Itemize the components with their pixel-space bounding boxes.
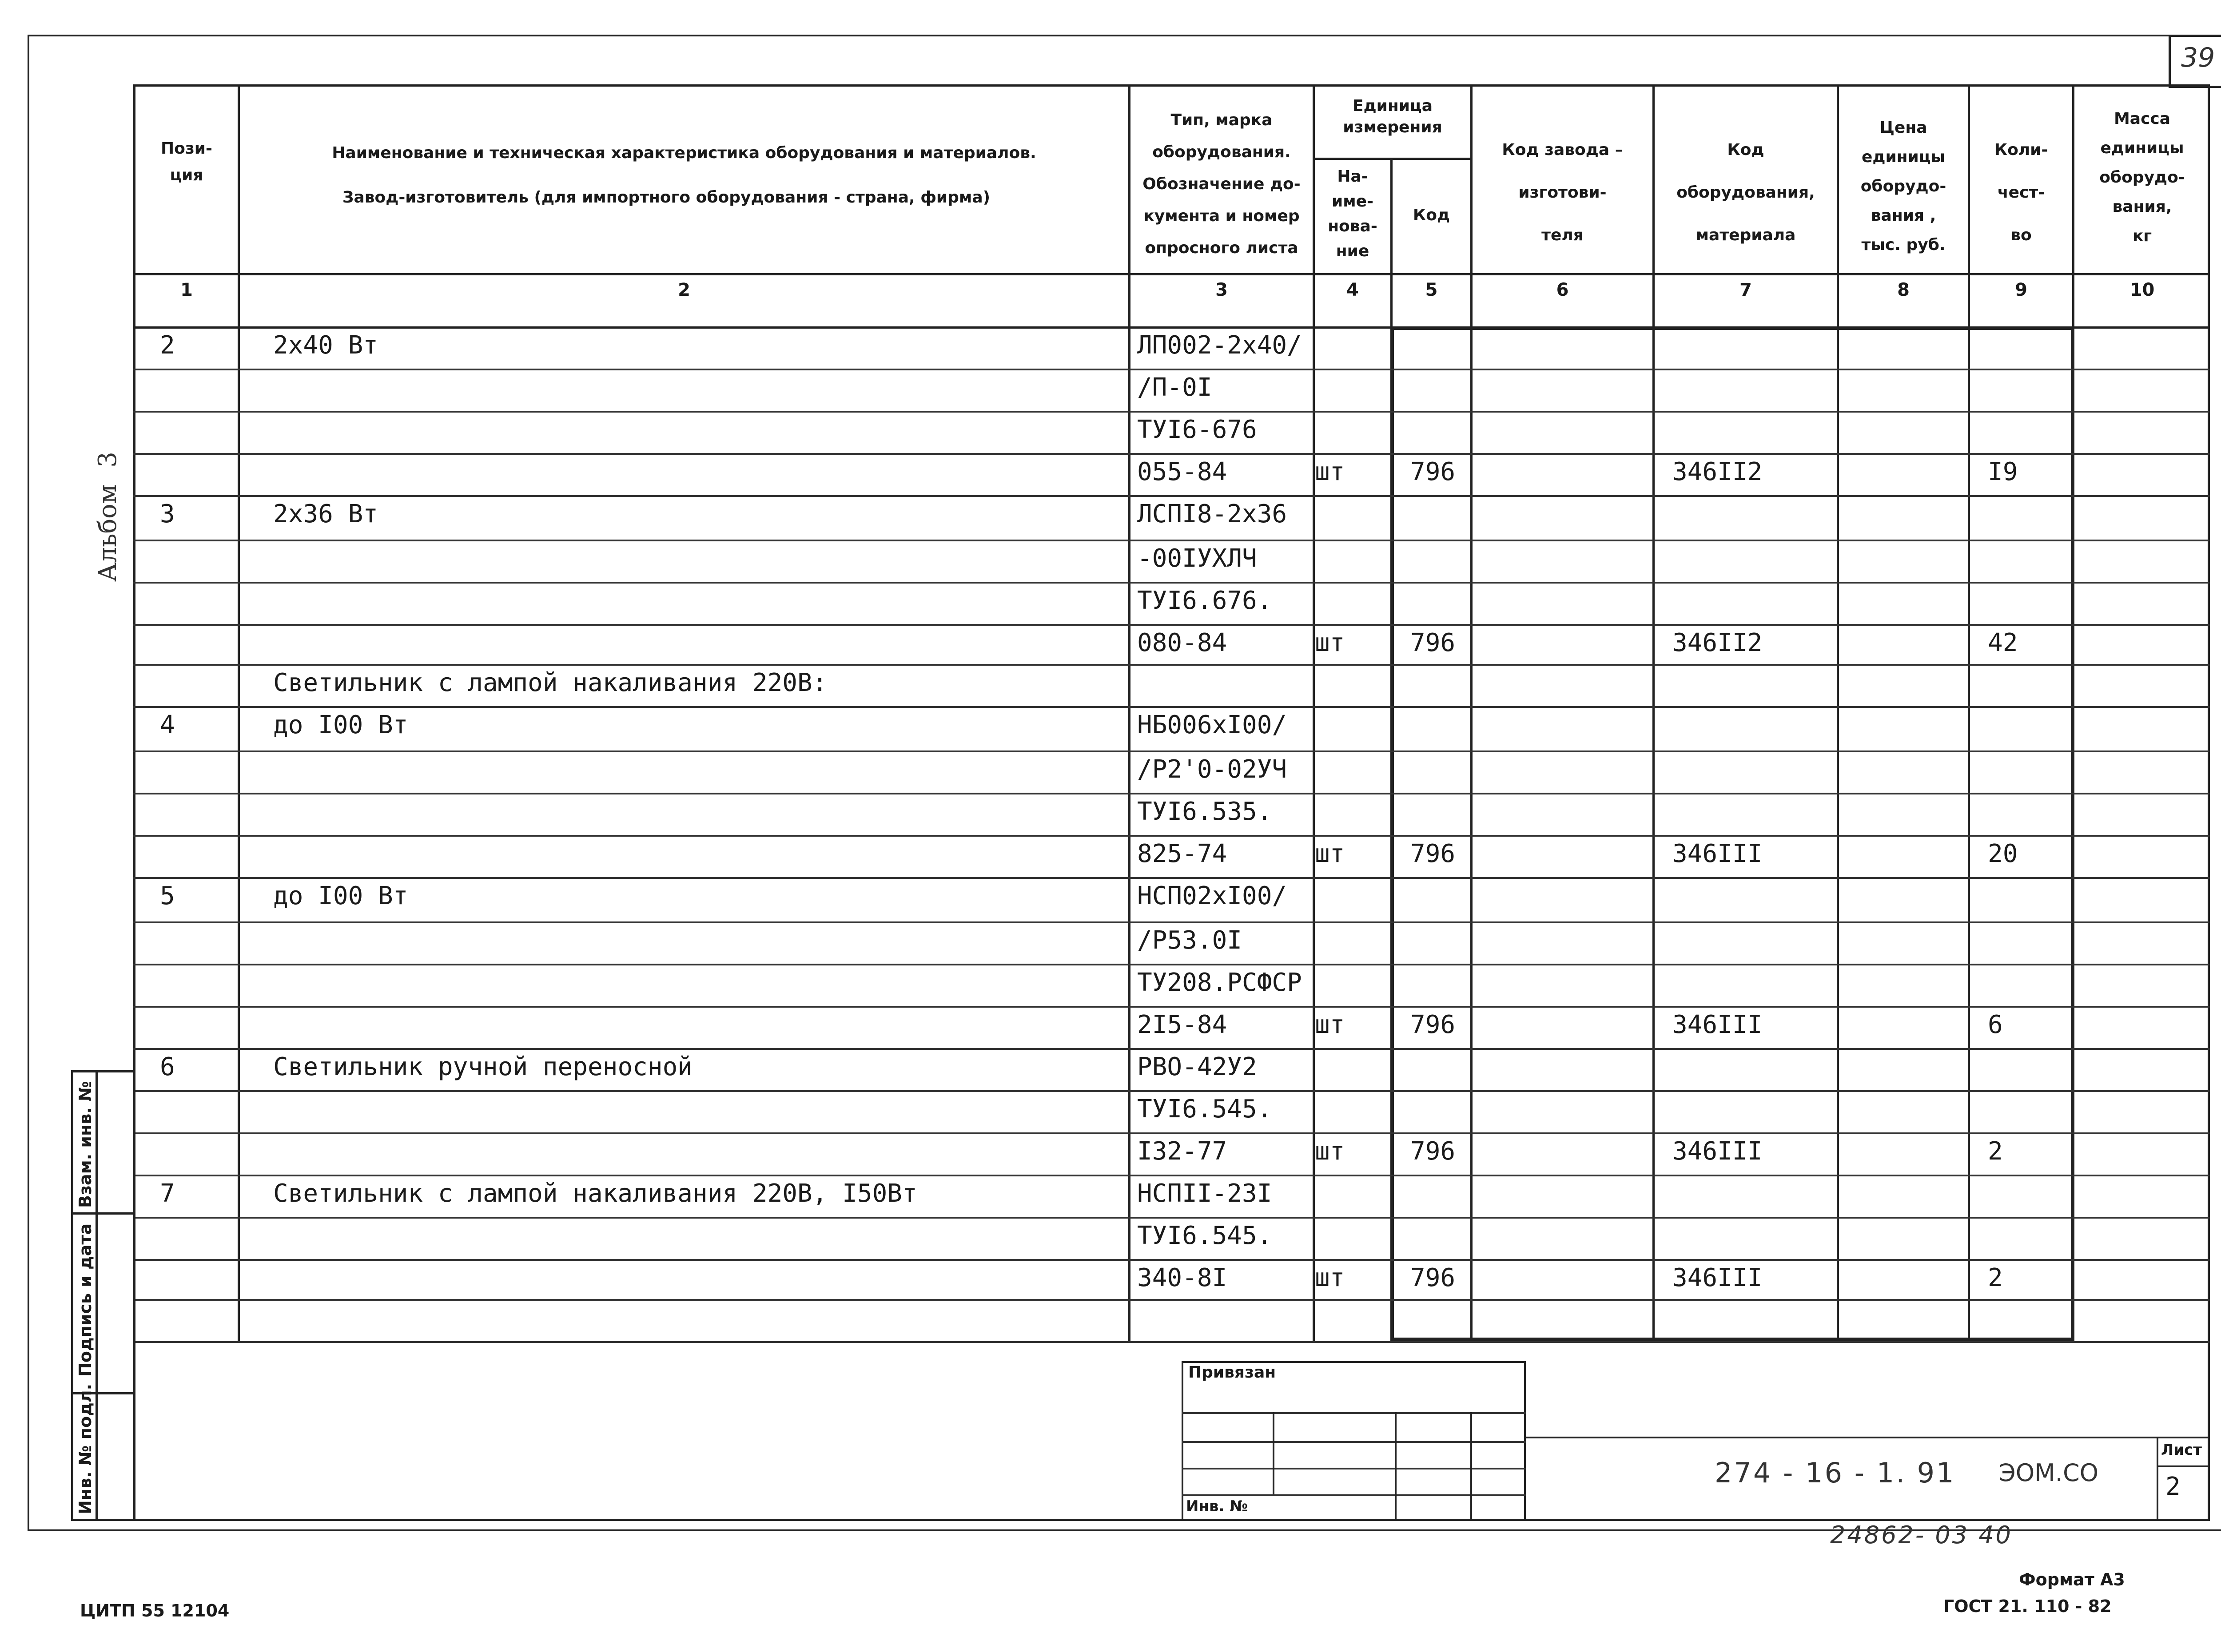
header-unit (1315, 95, 1470, 138)
table-cell-name: 2х40 Вт (273, 331, 378, 360)
table-row-line (133, 624, 2210, 626)
side-stamp-divider (96, 1070, 98, 1521)
gost-label: ГОСТ 21. 110 - 82 (1943, 1596, 2112, 1616)
sheet-number: 2 (2165, 1472, 2181, 1501)
table-cell-name: до I00 Вт (273, 882, 408, 910)
table-cell-qty: 2 (1988, 1137, 2003, 1166)
header-line: кг (2132, 227, 2152, 245)
table-cell-type: ТУI6-676 (1137, 415, 1257, 444)
header-line: нова- (1328, 217, 1377, 235)
privyazan-col-2 (1395, 1412, 1397, 1521)
header-line: Тип, марка (1170, 111, 1273, 129)
header-line: изготови- (1518, 183, 1607, 202)
header-line: вания , (1871, 206, 1936, 225)
table-cell-name: Светильник с лампой накаливания 220В: (273, 668, 828, 697)
col-line-1 (238, 84, 240, 1341)
privyazan-line-4 (1182, 1494, 1526, 1496)
table-cell-equip: 346III (1672, 1137, 1763, 1166)
privyazan-col-3 (1470, 1412, 1472, 1521)
album-number: 3 (93, 452, 122, 468)
header-line: оборудо- (2099, 168, 2185, 187)
header-line: единицы (2100, 139, 2184, 157)
header-quantity (1970, 129, 2072, 257)
table-row-line (133, 664, 2210, 666)
column-number-8: 8 (1897, 280, 1910, 300)
table-cell-name: Светильник ручной переносной (273, 1052, 693, 1081)
table-cell-equip: 346III (1672, 1010, 1763, 1039)
table-row-line (133, 921, 2210, 923)
privyazan-col-1 (1273, 1412, 1274, 1494)
header-line: оборудо- (1860, 177, 1946, 195)
table-row-line (133, 751, 2210, 752)
table-row-line (133, 1090, 2210, 1092)
side-stamp-row1 (71, 1212, 135, 1215)
header-line: Масса (2114, 110, 2171, 128)
header-line: вания, (2112, 198, 2172, 216)
table-row-line (133, 1048, 2210, 1050)
table-cell-type: ТУI6.545. (1137, 1221, 1272, 1250)
table-cell-type: 825-74 (1137, 839, 1227, 868)
table-cell-qty: 20 (1988, 839, 2018, 868)
header-line: Единица (1353, 97, 1433, 115)
header-line: Код завода – (1502, 141, 1623, 159)
col-line-2 (1128, 84, 1130, 1341)
table-cell-qty: 42 (1988, 628, 2018, 657)
header-line: измерения (1343, 118, 1442, 136)
table-row-line (133, 453, 2210, 455)
table-row-line (133, 835, 2210, 837)
header-line: Коли- (1994, 141, 2048, 159)
header-equip-code (1655, 129, 1837, 257)
table-cell-qty: 2 (1988, 1263, 2003, 1292)
header-line: кумента и номер (1143, 207, 1300, 225)
table-cell-type: НСПII-23I (1137, 1179, 1272, 1208)
album-label (93, 452, 122, 582)
table-row-line (133, 1341, 2210, 1343)
table-cell-type: ТУI6.535. (1137, 797, 1272, 826)
header-line: оборудования. (1152, 143, 1291, 161)
table-cell-type: ЛП002-2х40/ (1137, 331, 1302, 360)
unit-header-divider (1313, 158, 1473, 160)
table-cell-pos: 7 (160, 1179, 175, 1208)
table-row-line (133, 582, 2210, 584)
header-line: оборудования, (1676, 183, 1815, 202)
table-row-line (133, 1217, 2210, 1219)
header-line: Обозначение до- (1142, 175, 1301, 193)
inv-no-label: Инв. № (1186, 1497, 1248, 1515)
header-line: Наименование и техническая характеристика оборудования и материалов. (332, 144, 1036, 162)
table-row-line (133, 1259, 2210, 1261)
handwritten-number: 24862- 03 40 (1830, 1521, 2013, 1549)
table-row-line (133, 1175, 2210, 1176)
table-cell-type: ЛСПI8-2х36 (1137, 500, 1287, 528)
header-line: Код (1413, 206, 1450, 224)
table-cell-pos: 3 (160, 500, 175, 528)
table-cell-type: I32-77 (1137, 1137, 1227, 1166)
header-price (1839, 113, 1968, 260)
table-cell-type: 2I5-84 (1137, 1010, 1227, 1039)
table-row-line (133, 495, 2210, 497)
table-cell-type: 055-84 (1137, 457, 1227, 486)
table-row-line (133, 1132, 2210, 1134)
table-cell-pos: 6 (160, 1052, 175, 1081)
header-line: ние (1336, 242, 1369, 260)
column-number-7: 7 (1739, 280, 1752, 300)
album-label-text: Альбом (93, 484, 122, 582)
format-label: Формат А3 (2019, 1570, 2125, 1589)
table-cell-type: ТУ208.РСФСР (1137, 968, 1302, 997)
header-line: Завод-изготовитель (для импортного оборудования - страна, фирма) (342, 188, 991, 206)
table-cell-code: 796 (1410, 1137, 1456, 1166)
table-cell-type: ТУI6.545. (1137, 1095, 1272, 1124)
doc-code-top (1526, 1437, 2210, 1438)
header-line: тыс. руб. (1861, 236, 1946, 254)
table-cell-pos: 4 (160, 711, 175, 739)
table-cell-type: 340-8I (1137, 1263, 1227, 1292)
header-line: материала (1696, 226, 1796, 244)
header-line: теля (1541, 226, 1584, 244)
header-line: име- (1331, 192, 1373, 210)
table-cell-equip: 346II2 (1672, 457, 1763, 486)
privyazan-line-3 (1182, 1468, 1526, 1469)
table-row-line (133, 1006, 2210, 1008)
table-cell-code: 796 (1410, 839, 1456, 868)
table-cell-name: до I00 Вт (273, 711, 408, 739)
sheet-box-divider (2157, 1465, 2210, 1467)
header-unit-code (1393, 202, 1470, 229)
table-cell-type: -00IУХЛЧ (1137, 544, 1257, 573)
header-mass (2074, 104, 2210, 251)
table-cell-type: /П-0I (1137, 373, 1212, 402)
header-line: ция (170, 166, 203, 184)
header-line: Пози- (161, 139, 212, 158)
column-number-9: 9 (2015, 280, 2027, 300)
doc-suffix: ЭОМ.СО (1999, 1459, 2099, 1487)
table-cell-type: РВО-42У2 (1137, 1052, 1257, 1081)
citp-label: ЦИТП 55 12104 (80, 1601, 230, 1620)
header-line: Код (1727, 141, 1764, 159)
side-vzam-inv: Взам. инв. № (76, 1081, 95, 1208)
privyazan-line-2 (1182, 1441, 1526, 1443)
column-number-6: 6 (1556, 280, 1569, 300)
table-row-line (133, 369, 2210, 370)
table-cell-equip: 346III (1672, 1263, 1763, 1292)
table-cell-unit: шт (1315, 839, 1345, 868)
table-row-line (133, 793, 2210, 794)
table-cell-type: ТУI6.676. (1137, 586, 1272, 615)
table-cell-code: 796 (1410, 628, 1456, 657)
column-number-4: 4 (1346, 280, 1359, 300)
column-number-2: 2 (678, 280, 690, 300)
table-row-line (133, 877, 2210, 879)
privyazan-label: Привязан (1188, 1363, 1276, 1382)
table-cell-qty: I9 (1988, 457, 2018, 486)
header-line: На- (1337, 167, 1368, 186)
table-cell-type: НСП02хI00/ (1137, 882, 1287, 910)
header-line: единицы (1861, 148, 1946, 166)
table-cell-unit: шт (1315, 457, 1345, 486)
sheet-label: Лист (2161, 1441, 2202, 1459)
header-line: Цена (1879, 119, 1927, 137)
side-podpis-data: Подпись и дата (76, 1223, 95, 1377)
table-cell-type: /Р53.0I (1137, 926, 1242, 955)
table-cell-type: 080-84 (1137, 628, 1227, 657)
table-cell-type: /Р2'0-02УЧ (1137, 755, 1287, 784)
table-cell-name: 2х36 Вт (273, 500, 378, 528)
table-cell-type: НБ006хI00/ (1137, 711, 1287, 739)
doc-code: 274 - 16 - 1. 91 (1715, 1457, 1956, 1489)
table-row-line (133, 706, 2210, 708)
privyazan-line-1 (1182, 1412, 1526, 1414)
table-cell-unit: шт (1315, 1263, 1345, 1292)
header-unit-name (1315, 164, 1390, 264)
table-cell-code: 796 (1410, 1263, 1456, 1292)
table-row-line (133, 964, 2210, 965)
header-line: во (2010, 226, 2032, 244)
header-type (1133, 104, 1310, 264)
column-number-5: 5 (1425, 280, 1438, 300)
table-cell-name: Светильник с лампой накаливания 220В, I50Вт (273, 1179, 917, 1208)
header-line: чест- (1997, 183, 2045, 202)
table-cell-unit: шт (1315, 628, 1345, 657)
corner-sheet-number: 39 (2181, 42, 2215, 73)
table-cell-pos: 5 (160, 882, 175, 910)
table-cell-code: 796 (1410, 457, 1456, 486)
table-cell-qty: 6 (1988, 1010, 2003, 1039)
column-number-3: 3 (1215, 280, 1228, 300)
table-cell-unit: шт (1315, 1137, 1345, 1166)
table-cell-unit: шт (1315, 1010, 1345, 1039)
header-factory-code (1473, 129, 1652, 257)
column-number-10: 10 (2129, 280, 2155, 300)
side-inv-podl: Инв. № подл. (76, 1383, 95, 1514)
column-number-1: 1 (180, 280, 193, 300)
table-cell-equip: 346II2 (1672, 628, 1763, 657)
header-divider (133, 273, 2210, 275)
table-row-line (133, 411, 2210, 413)
header-line: опросного листа (1145, 239, 1298, 257)
table-row-line (133, 540, 2210, 541)
table-cell-code: 796 (1410, 1010, 1456, 1039)
table-cell-equip: 346III (1672, 839, 1763, 868)
table-row-line (133, 1299, 2210, 1301)
table-cell-pos: 2 (160, 331, 175, 360)
header-name (242, 131, 1126, 220)
